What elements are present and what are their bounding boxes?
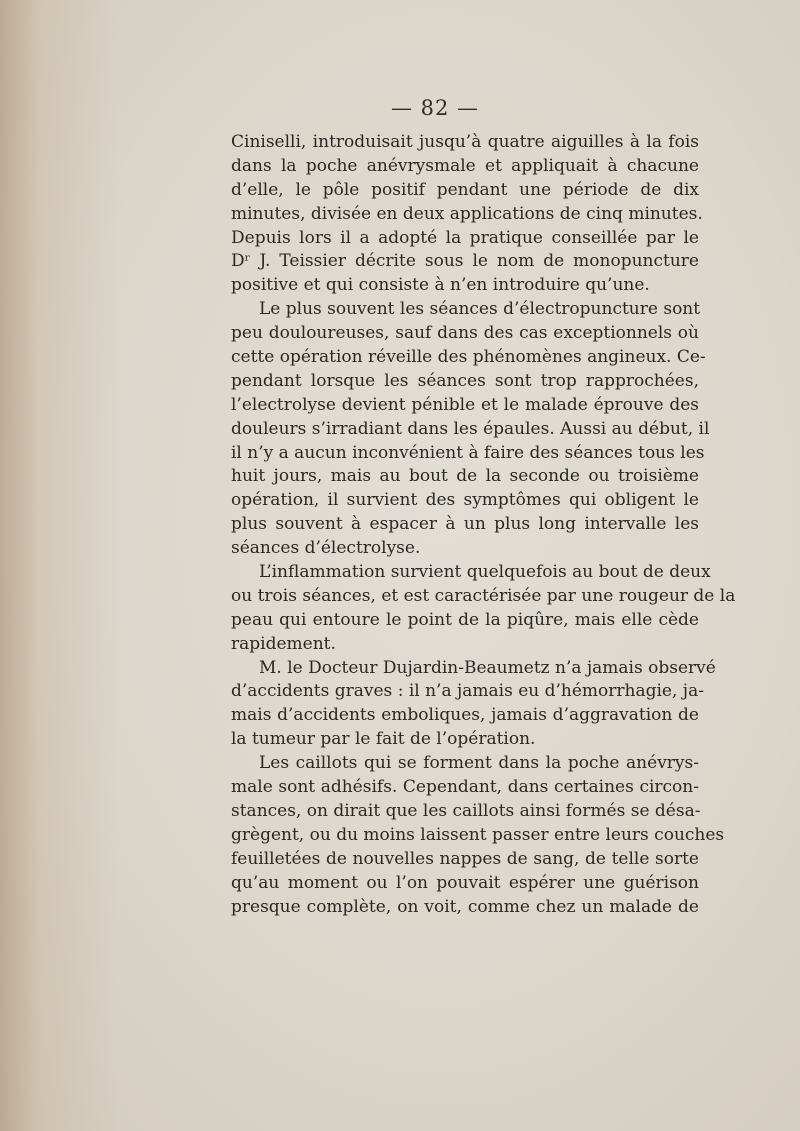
text-line: presque complète, on voit, comme chez un malade de: [231, 896, 699, 917]
text-line: grègent, ou du moins laissent passer entre leurs couches: [231, 824, 725, 845]
text-line: cette opération réveille des phénomènes angineux. Ce-: [231, 347, 706, 368]
text-line: la tumeur par le fait de l’opération.: [231, 729, 536, 750]
page-number: — 82 —: [390, 96, 480, 120]
text-line: plus souvent à espacer à un plus long intervalle les: [231, 514, 699, 535]
text-line: d’elle, le pôle positif pendant une période de dix: [231, 179, 699, 200]
text-line: feuilletées de nouvelles nappes de sang, de telle sorte: [231, 848, 699, 869]
text-line: opération, il survient des symptômes qui obligent le: [231, 490, 699, 511]
text-line: pendant lorsque les séances sont trop rapprochées,: [231, 370, 699, 391]
text-line: Les caillots qui se forment dans la poche anévrys-: [259, 753, 699, 774]
text-line: ou trois séances, et est caractérisée par une rougeur de la: [231, 585, 736, 606]
text-line: minutes, divisée en deux applications de cinq minutes.: [231, 203, 703, 224]
text-line: peu douloureuses, sauf dans des cas exceptionnels où: [231, 323, 699, 344]
text-line: peau qui entoure le point de la piqûre, mais elle cède: [231, 609, 699, 630]
text-line: mais d’accidents emboliques, jamais d’aggravation de: [231, 705, 699, 726]
text-line: l’electrolyse devient pénible et le malade éprouve des: [231, 394, 699, 415]
text-line: huit jours, mais au bout de la seconde ou troisième: [231, 466, 699, 487]
text-line: Le plus souvent les séances d’électropuncture sont: [259, 299, 701, 320]
text-line: douleurs s’irradiant dans les épaules. Aussi au début, il: [231, 418, 710, 439]
text-line: il n’y a aucun inconvénient à faire des séances tous les: [231, 442, 705, 463]
text-line: Dʳ J. Teissier décrite sous le nom de monopuncture: [231, 251, 699, 272]
body-text: [231, 131, 736, 919]
text-line: qu’au moment ou l’on pouvait espérer une guérison: [231, 872, 699, 893]
text-line: Ciniselli, introduisait jusqu’à quatre aiguilles à la fois: [231, 132, 699, 152]
text-line: stances, on dirait que les caillots ainsi formés se désa-: [231, 800, 701, 821]
text-line: M. le Docteur Dujardin-Beaumetz n’a jamais observé: [259, 657, 716, 678]
text-line: d’accidents graves : il n’a jamais eu d’hémorrhagie, ja-: [231, 681, 704, 702]
text-line: dans la poche anévrysmale et appliquait à chacune: [231, 155, 699, 176]
text-line: rapidement.: [231, 633, 336, 654]
text-line: male sont adhésifs. Cependant, dans certaines circon-: [231, 777, 699, 798]
text-line: positive et qui consiste à n’en introduire qu’une.: [231, 275, 650, 296]
text-line: Depuis lors il a adopté la pratique conseillée par le: [231, 227, 699, 248]
text-line: séances d’électrolyse.: [231, 538, 421, 559]
text-line: L’inflammation survient quelquefois au bout de deux: [259, 562, 711, 583]
